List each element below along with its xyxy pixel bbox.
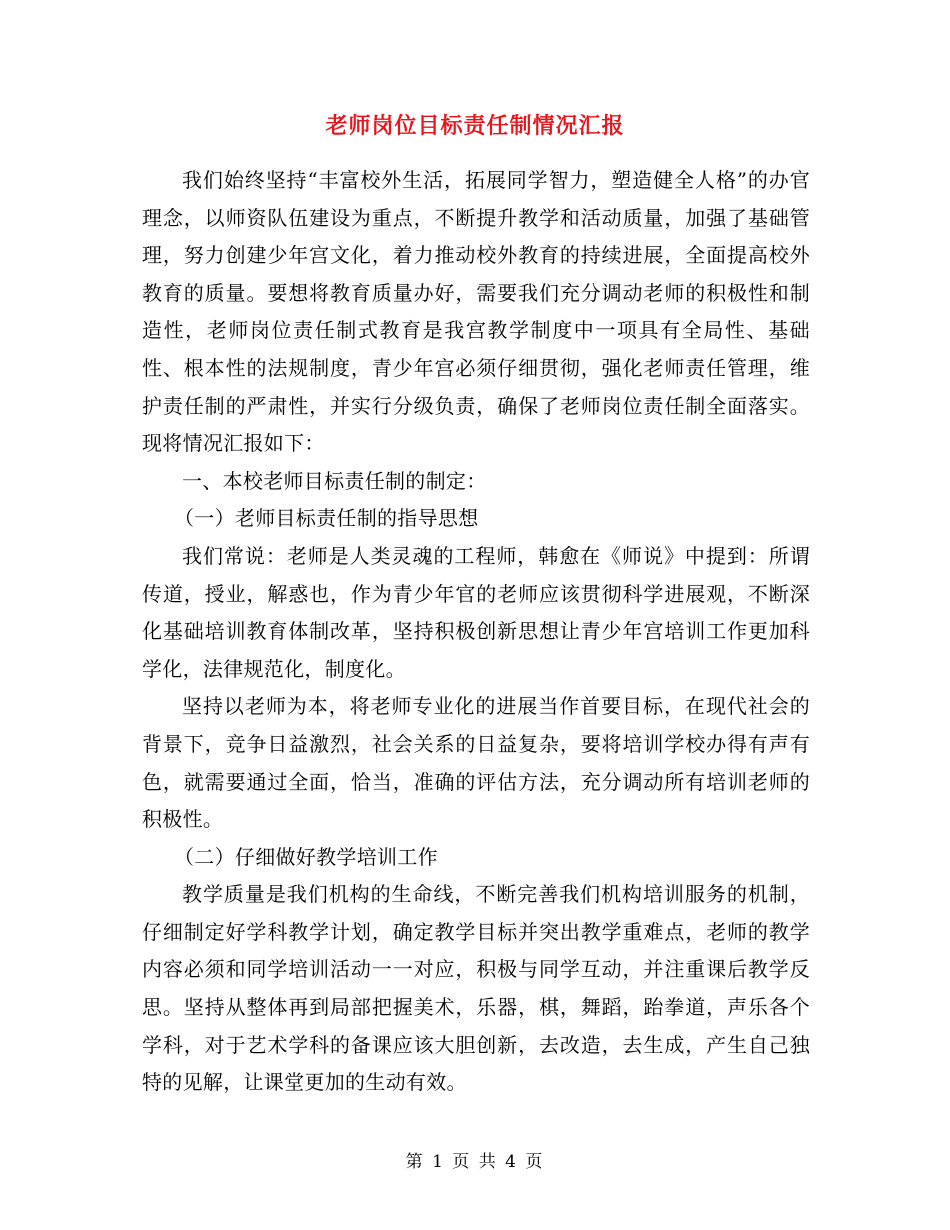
section-heading-1: 一、本校老师目标责任制的制定： — [182, 468, 487, 493]
body-paragraph: 教学质量是我们机构的生命线，不断完善我们机构培训服务的机制，仔细制定好学科教学计划，确定教学目标并突出教学重难点，老师的教学内容必须和同学培训活动一一对应，积极与同学互动，并注重课后教学反思。坚持从整体再到局部把握美术，乐器，棋，舞蹈，跆拳道，声乐各个学科，对于艺术学科的备课应该大胆创新，去改造，去生成，产生自己独特的见解，让课堂更加的生动有效。 — [142, 882, 810, 1095]
document-body — [142, 162, 810, 1102]
document-title: 老师岗位目标责任制情况汇报 — [325, 114, 625, 139]
body-paragraph: 我们常说：老师是人类灵魂的工程师，韩愈在《师说》中提到：所谓传道，授业，解惑也，作为青少年官的老师应该贯彻科学进展观，不断深化基础培训教育体制改革，坚持积极创新思想让青少年宫培训工作更加科学化，法律规范化，制度化。 — [142, 543, 810, 681]
subsection-heading-1: （一）老师目标责任制的指导思想 — [174, 506, 479, 531]
page-number-footer: 第 1 页 共 4 页 — [405, 1152, 545, 1172]
intro-paragraph: 我们始终坚持“丰富校外生活，拓展同学智力，塑造健全人格”的办官理念，以师资队伍建设为重点，不断提升教学和活动质量，加强了基础管理，努力创建少年宫文化，着力推动校外教育的持续进展，全面提高校外教育的质量。要想将教育质量办好，需要我们充分调动老师的积极性和制造性，老师岗位责任制式教育是我宫教学制度中一项具有全局性、基础性、根本性的法规制度，青少年宫必须仔细贯彻，强化老师责任管理，维护责任制的严肃性，并实行分级负责，确保了老师岗位责任制全面落实。现将情况汇报如下： — [142, 168, 810, 456]
subsection-heading-2: （二）仔细做好教学培训工作 — [174, 844, 438, 869]
body-paragraph: 坚持以老师为本，将老师专业化的进展当作首要目标，在现代社会的背景下，竞争日益激烈，社会关系的日益复杂，要将培训学校办得有声有色，就需要通过全面，恰当，准确的评估方法，充分调动所有培训老师的积极性。 — [142, 694, 810, 832]
